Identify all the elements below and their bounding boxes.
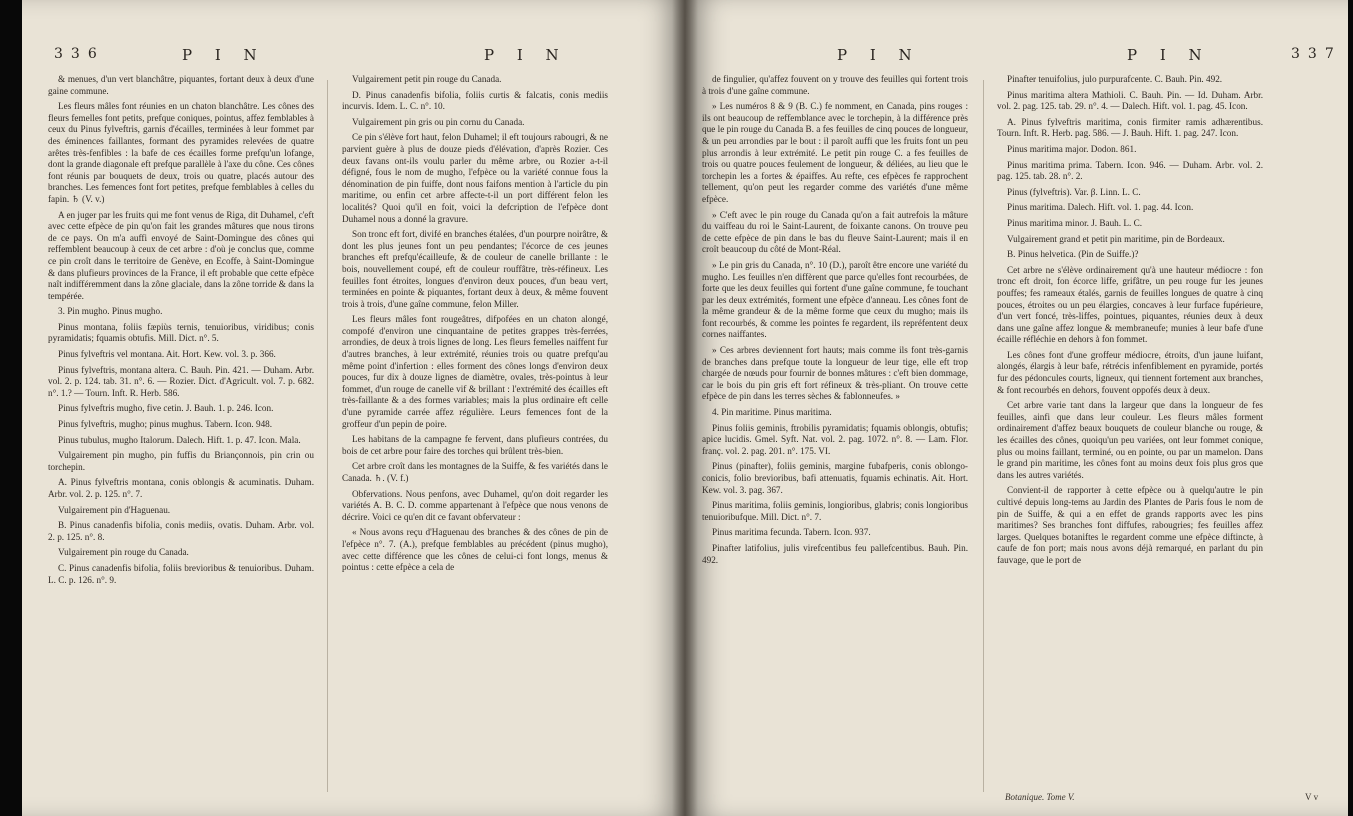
- paragraph: Pinus maritima minor. J. Bauh. L. C.: [1007, 217, 1143, 228]
- column-divider: [327, 80, 328, 792]
- paragraph: Convient-il de rapporter à cette efpèce ou à quelqu'autre le pin cultivé depuis long-tems au Jardin des Plantes de Paris fous le nom de pin de Suiffe, & qui a en effet de grands rapports avec les pins maritimes? Ses branches font diffufes, rabougries; fes feuilles affez larges. Quelques botaniftes le regardent comme une efpèce diftincte, à caufe de fon port; mais nous avons déjà remarqué, en parlant du pin fauvage, que le port de: [997, 485, 1263, 565]
- right-page: [685, 0, 1348, 816]
- paragraph: Les fleurs mâles font rougeâtres, difpofées en un chaton alongé, compofé d'environ une cinquantaine de petites grappes très-ferrées, arrondies, de deux à trois lignes de long. Les fleurs femelles naiffent fur d'autres branches, à leur extrémité, réunies trois ou quatre prefqu'au même point d'infertion : elles forment des cônes longs d'environ deux pouces, fur dix à douze lignes de diamètre, ovales, très-pointus à leur fommet, d'un rouge de canelle vif & brillant : l'extrémité des écailles eft très-faillante & a des formes variables; mais la plus ordinaire eft celle d'une pyramide carrée affez régulière. Leurs femences font de la groffeur d'un pepin de poire.: [342, 314, 608, 429]
- right-column-a: [702, 74, 968, 570]
- paragraph: Cet arbre ne s'élève ordinairement qu'à une hauteur médiocre : fon tronc eft droit, fon écorce liffe, grifâtre, un peu rouge fur les jeunes pouffes; fes rameaux étalés, garnis de feuilles longues de quatre à cinq pouces, étroites ou un peu élargies, concaves à leur furface fupérieure, d'un vert foncé, très-liffes, pointues, piquantes, réunies deux à deux dans une gaîne affez longue & membraneufe; munies à leur bafe d'une écaille réfléchie en dehors à fon fommet.: [997, 264, 1263, 345]
- page-number: 337: [1291, 46, 1342, 62]
- paragraph: Les habitans de la campagne fe fervent, dans plufieurs contrées, du bois de cet arbre pour faire des torches qui brûlent très-bien.: [342, 434, 608, 456]
- paragraph: Pinus maritima. Dalech. Hift. vol. 1. pag. 44. Icon.: [1007, 202, 1194, 213]
- paragraph: Vulgairement petit pin rouge du Canada.: [352, 74, 502, 84]
- paragraph: A. Pinus fylveftris montana, conis oblongis & acuminatis. Duham. Arbr. vol. 2. p. 125. n°. 7.: [48, 477, 314, 499]
- paragraph: de fingulier, qu'affez fouvent on y trouve des feuilles qui fortent trois à trois d'une gaîne commune.: [702, 74, 968, 96]
- paragraph: Vulgairement pin mugho, pin fuffis du Briançonnois, pin crin ou torchepin.: [48, 450, 314, 472]
- paragraph: Vulgairement pin rouge du Canada.: [58, 547, 189, 558]
- paragraph: B. Pinus canadenfis bifolia, conis mediis, ovatis. Duham. Arbr. vol. 2. p. 125. n°. 8.: [48, 520, 314, 542]
- paragraph: Pinus fylveftris mugho, five cetin. J. Bauh. 1. p. 246. Icon.: [58, 403, 274, 414]
- page-number: 336: [54, 46, 105, 62]
- left-column-a: [48, 74, 314, 590]
- left-page-header: [22, 46, 685, 70]
- paragraph: Pinus fylveftris vel montana. Ait. Hort. Kew. vol. 3. p. 366.: [58, 349, 276, 360]
- running-title: P I N: [182, 46, 266, 64]
- paragraph: 4. Pin maritime. Pinus maritima.: [712, 407, 832, 418]
- running-title-right: P I N: [1127, 46, 1211, 64]
- paragraph: C. Pinus canadenfis bifolia, foliis brevioribus & tenuioribus. Duham. L. C. p. 126. n°. 9.: [48, 562, 314, 585]
- paragraph: Vulgairement grand et petit pin maritime, pin de Bordeaux.: [1007, 233, 1225, 244]
- paragraph: Cet arbre croît dans les montagnes de la Suiffe, & fes variétés dans le Canada. ♄. (V. f.): [342, 461, 608, 483]
- paragraph: Pinus fylveftris, montana altera. C. Bauh. Pin. 421. — Duham. Arbr. vol. 2. p. 124. tab. 31. n°. 6. — Rozier. Dict. d'Agricult. vol. 7. p. 682. n°. 1.? — Tourn. Inft. R. Herb. 586.: [48, 364, 314, 398]
- paragraph: Pinus maritima fecunda. Tabern. Icon. 937.: [712, 527, 871, 538]
- paragraph: Pinafter tenuifolius, julo purpurafcente. C. Bauh. Pin. 492.: [1007, 74, 1223, 84]
- paragraph: Pinus maritima prima. Tabern. Icon. 946. — Duham. Arbr. vol. 2. pag. 125. tab. 28. n°. 2.: [997, 159, 1263, 182]
- paragraph: Pinus foliis geminis, ftrobilis pyramidatis; fquamis oblongis, obtufis; apice lucidis. Gmel. Syft. Nat. vol. 2. pag. 1072. n°. 8. — Lam. Flor. franç. vol. 2. pag. 201. n°. 175. VI.: [702, 422, 968, 456]
- paragraph: » Ces arbres deviennent fort hauts; mais comme ils font très-garnis de branches dans prefque toute la longueur de leur tige, elle eft trop chargée de nœuds pour fournir de bonnes mâtures : c'eft bien dommage, car le bois du pin gris eft fort réfineux & très-pliant. On trouve cette efpèce de pin dans les terres sèches & fablonneufes. »: [702, 345, 968, 402]
- paragraph: Les fleurs mâles font réunies en un chaton blanchâtre. Les cônes des fleurs femelles font petits, prefque coniques, pointus, affez femblables à ceux du Pinus fylveftris, garnis d'écailles, terminées à leur fommet par des éminences faillantes, formant des pyramides relevées de quatre arêtes très-fenfibles : la bafe de ces écailles forme prefqu'un lofange, dont la grande diagonale eft prefque parallèle à l'axe du cône. Ces cônes font réunis par bouquets de deux, trois ou quatre, placés autour des branches. Les femences font fort petites, prefque femblables à celles du fapin. ♄ (V. v.): [48, 101, 314, 204]
- paragraph: Pinus montana, foliis fæpiùs ternis, tenuioribus, viridibus; conis pyramidatis; fquamis obtufis. Mill. Dict. n°. 5.: [48, 321, 314, 344]
- paragraph: Vulgairement pin d'Haguenau.: [58, 504, 171, 515]
- paragraph: Pinus maritima altera Mathioli. C. Bauh. Pin. — Id. Duham. Arbr. vol. 2. pag. 125. tab. 29. n°. 4. — Dalech. Hift. vol. 1. pag. 45. Icon.: [997, 89, 1263, 112]
- paragraph: D. Pinus canadenfis bifolia, foliis curtis & falcatis, conis mediis incurvis. Idem. L. C. n°. 10.: [342, 89, 608, 112]
- paragraph: « Nous avons reçu d'Haguenau des branches & des cônes de pin de l'efpèce n°. 7. (A.), prefque femblables au précédent (pinus mugho), avec cette différence que les cônes de celui-ci font longs, menus & pointus : cette efpèce a cela de: [342, 527, 608, 573]
- paragraph: Cet arbre varie tant dans la largeur que dans la longueur de fes feuilles, ainfi que dans leur couleur. Les fleurs mâles forment ordinairement d'affez beaux bouquets de couleur blanche ou rouge, & les écailles des cônes, quoiqu'un peu variées, ont leur fommet conique, plus ou moins faillant, terminé, ou en pointe, ou par un mamelon. Dans le grand pin maritime, les cônes font au moins deux fois plus gros que dans les autres variétés.: [997, 400, 1263, 480]
- signature-mark: V v: [1305, 792, 1319, 802]
- page-footer: Botanique. Tome V.: [1005, 792, 1075, 802]
- paragraph: » Les numéros 8 & 9 (B. C.) fe nomment, en Canada, pins rouges : ils ont beaucoup de reffemblance avec le torchepin, à la différence près que le pin rouge du Canada B. a fes feuilles de cinq pouces de longueur, & un peu arrondies par le bout : il paroît auffi que les fruits font un peu plus arrondis à leur extrémité. Le petit pin rouge C. a fes feuilles de trois ou quatre pouces feulement de longueur, & déliées, au lieu que le torchepin les a fortes & épaiffes. Au refte, ces efpèces fe rapprochent tellement, qu'on peut les regarder comme des variétés d'une même efpèce.: [702, 101, 968, 204]
- paragraph: Pinus (fylveftris). Var. β. Linn. L. C.: [1007, 186, 1141, 197]
- running-title-right: P I N: [484, 46, 568, 64]
- paragraph: B. Pinus helvetica. (Pin de Suiffe.)?: [1007, 249, 1139, 260]
- paragraph: Pinus (pinafter), foliis geminis, margine fubafperis, conis oblongo-conicis, folio brevioribus, bafi attenuatis, fquamis echinatis. Ait. Hort. Kew. vol. 3. pag. 367.: [702, 461, 968, 495]
- paragraph: » Le pin gris du Canada, n°. 10 (D.), paroît être encore une variété du mugho. Les feuilles n'en diffèrent que parce qu'elles font recourbées, de forte que les deux feuilles qui fortent d'une gaîne commune, fe touchant par les deux extrémités, forment une efpèce d'anneau. Les cônes font de la même grandeur & de la même forme que ceux du mugho; mais ils font recourbés, & comme les pointes fe regardent, ils repréfentent deux cornes naiffantes.: [702, 259, 968, 340]
- paragraph: Pinafter latifolius, julis virefcentibus feu pallefcentibus. Bauh. Pin. 492.: [702, 542, 968, 565]
- paragraph: Pinus tubulus, mugho Italorum. Dalech. Hift. 1. p. 47. Icon. Mala.: [58, 434, 301, 445]
- right-page-header: [685, 46, 1348, 70]
- paragraph: Pinus maritima major. Dodon. 861.: [1007, 143, 1137, 154]
- paragraph: » C'eft avec le pin rouge du Canada qu'on a fait autrefois la mâture du vaiffeau du roi le Saint-Laurent, de foixante canons. On trouve peu de cette efpèce de pin dans le bas du fleuve Saint-Laurent; mais il en croît beaucoup du côté de Mont-Réal.: [702, 209, 968, 255]
- paragraph: & menues, d'un vert blanchâtre, piquantes, fortant deux à deux d'une gaine commune.: [48, 74, 314, 96]
- paragraph: Pinus fylveftris, mugho; pinus mughus. Tabern. Icon. 948.: [58, 419, 273, 430]
- paragraph: A. Pinus fylveftris maritima, conis firmiter ramis adhærentibus. Tourn. Inft. R. Herb. pag. 586. — J. Bauh. Hift. 1. pag. 247. Icon.: [997, 116, 1263, 139]
- left-page: [22, 0, 685, 816]
- column-divider: [983, 80, 984, 792]
- paragraph: Son tronc eft fort, divifé en branches étalées, d'un pourpre noirâtre, & dont les plus jeunes font un peu pendantes; l'écorce de ces jeunes branches eft prefqu'écailleufe, & de couleur de canelle brillante : le bois, nouvellement coupé, eft de couleur rouffâtre, très-réfineux. Les feuilles font étroites, longues d'environ deux pouces, d'un beau vert, terminées en pointe & piquantes, fortant deux à deux, & même fouvent trois à trois, d'une gaîne commune, felon Miller.: [342, 229, 608, 309]
- paragraph: Les cônes font d'une groffeur médiocre, étroits, d'un jaune luifant, alongés, élargis à leur bafe, rétrécis infenfiblement en pyramide, portés fur des pédoncules courts, ligneux, qui tiennent fortement aux branches, & font recourbés en dehors, fouvent oppofés deux à deux.: [997, 349, 1263, 395]
- paragraph: A en juger par les fruits qui me font venus de Riga, dit Duhamel, c'eft avec cette efpèce de pin qu'on fait les grandes mâtures que nous tirons de ce pays. On m'a auffi envoyé de Saint-Domingue des cônes qui reffemblent beaucoup à ceux de cet arbre : d'où je conclus que, comme ce pin croît dans le territoire de Genève, en Ecoffe, à Saint-Domingue & dans plufieurs provinces de la France, il eft probable que cette efpèce naît indifféremment dans la zône glaciale, dans la zône torride & dans la tempérée.: [48, 209, 314, 301]
- book-gutter: [672, 0, 698, 816]
- running-title: P I N: [837, 46, 921, 64]
- paragraph: Obfervations. Nous penfons, avec Duhamel, qu'on doit regarder les variétés A. B. C. D. comme appartenant à l'efpèce que nous venons de décrire. Voici ce qu'en dit ce favant obfervateur :: [342, 488, 608, 522]
- paragraph: Vulgairement pin gris ou pin cornu du Canada.: [352, 116, 525, 127]
- paragraph: Pinus maritima, foliis geminis, longioribus, glabris; conis longioribus tenuioribufque. Mill. Dict. n°. 7.: [702, 500, 968, 522]
- paragraph: Ce pin s'élève fort haut, felon Duhamel; il eft toujours rabougri, & ne parvient guère à plus de douze pieds d'élévation, d'après Rozier. Ces deux favans ont-ils voulu parler du même arbre, ou Rozier a-t-il défigné, fous le nom de mugho, l'efpèce ou la variété connue fous la dénomination de pin fuiffe, dont nous faifons mention à l'article du pin maritime, ou enfin cet arbre affecte-t-il un port différent felon les localités? Quoi qu'il en foit, voici la defcription de l'efpèce dont Duhamel nous a donné la gravure.: [342, 132, 608, 224]
- right-column-b: [997, 74, 1263, 571]
- left-column-b: [342, 74, 608, 578]
- paragraph: 3. Pin mugho. Pinus mugho.: [58, 306, 163, 317]
